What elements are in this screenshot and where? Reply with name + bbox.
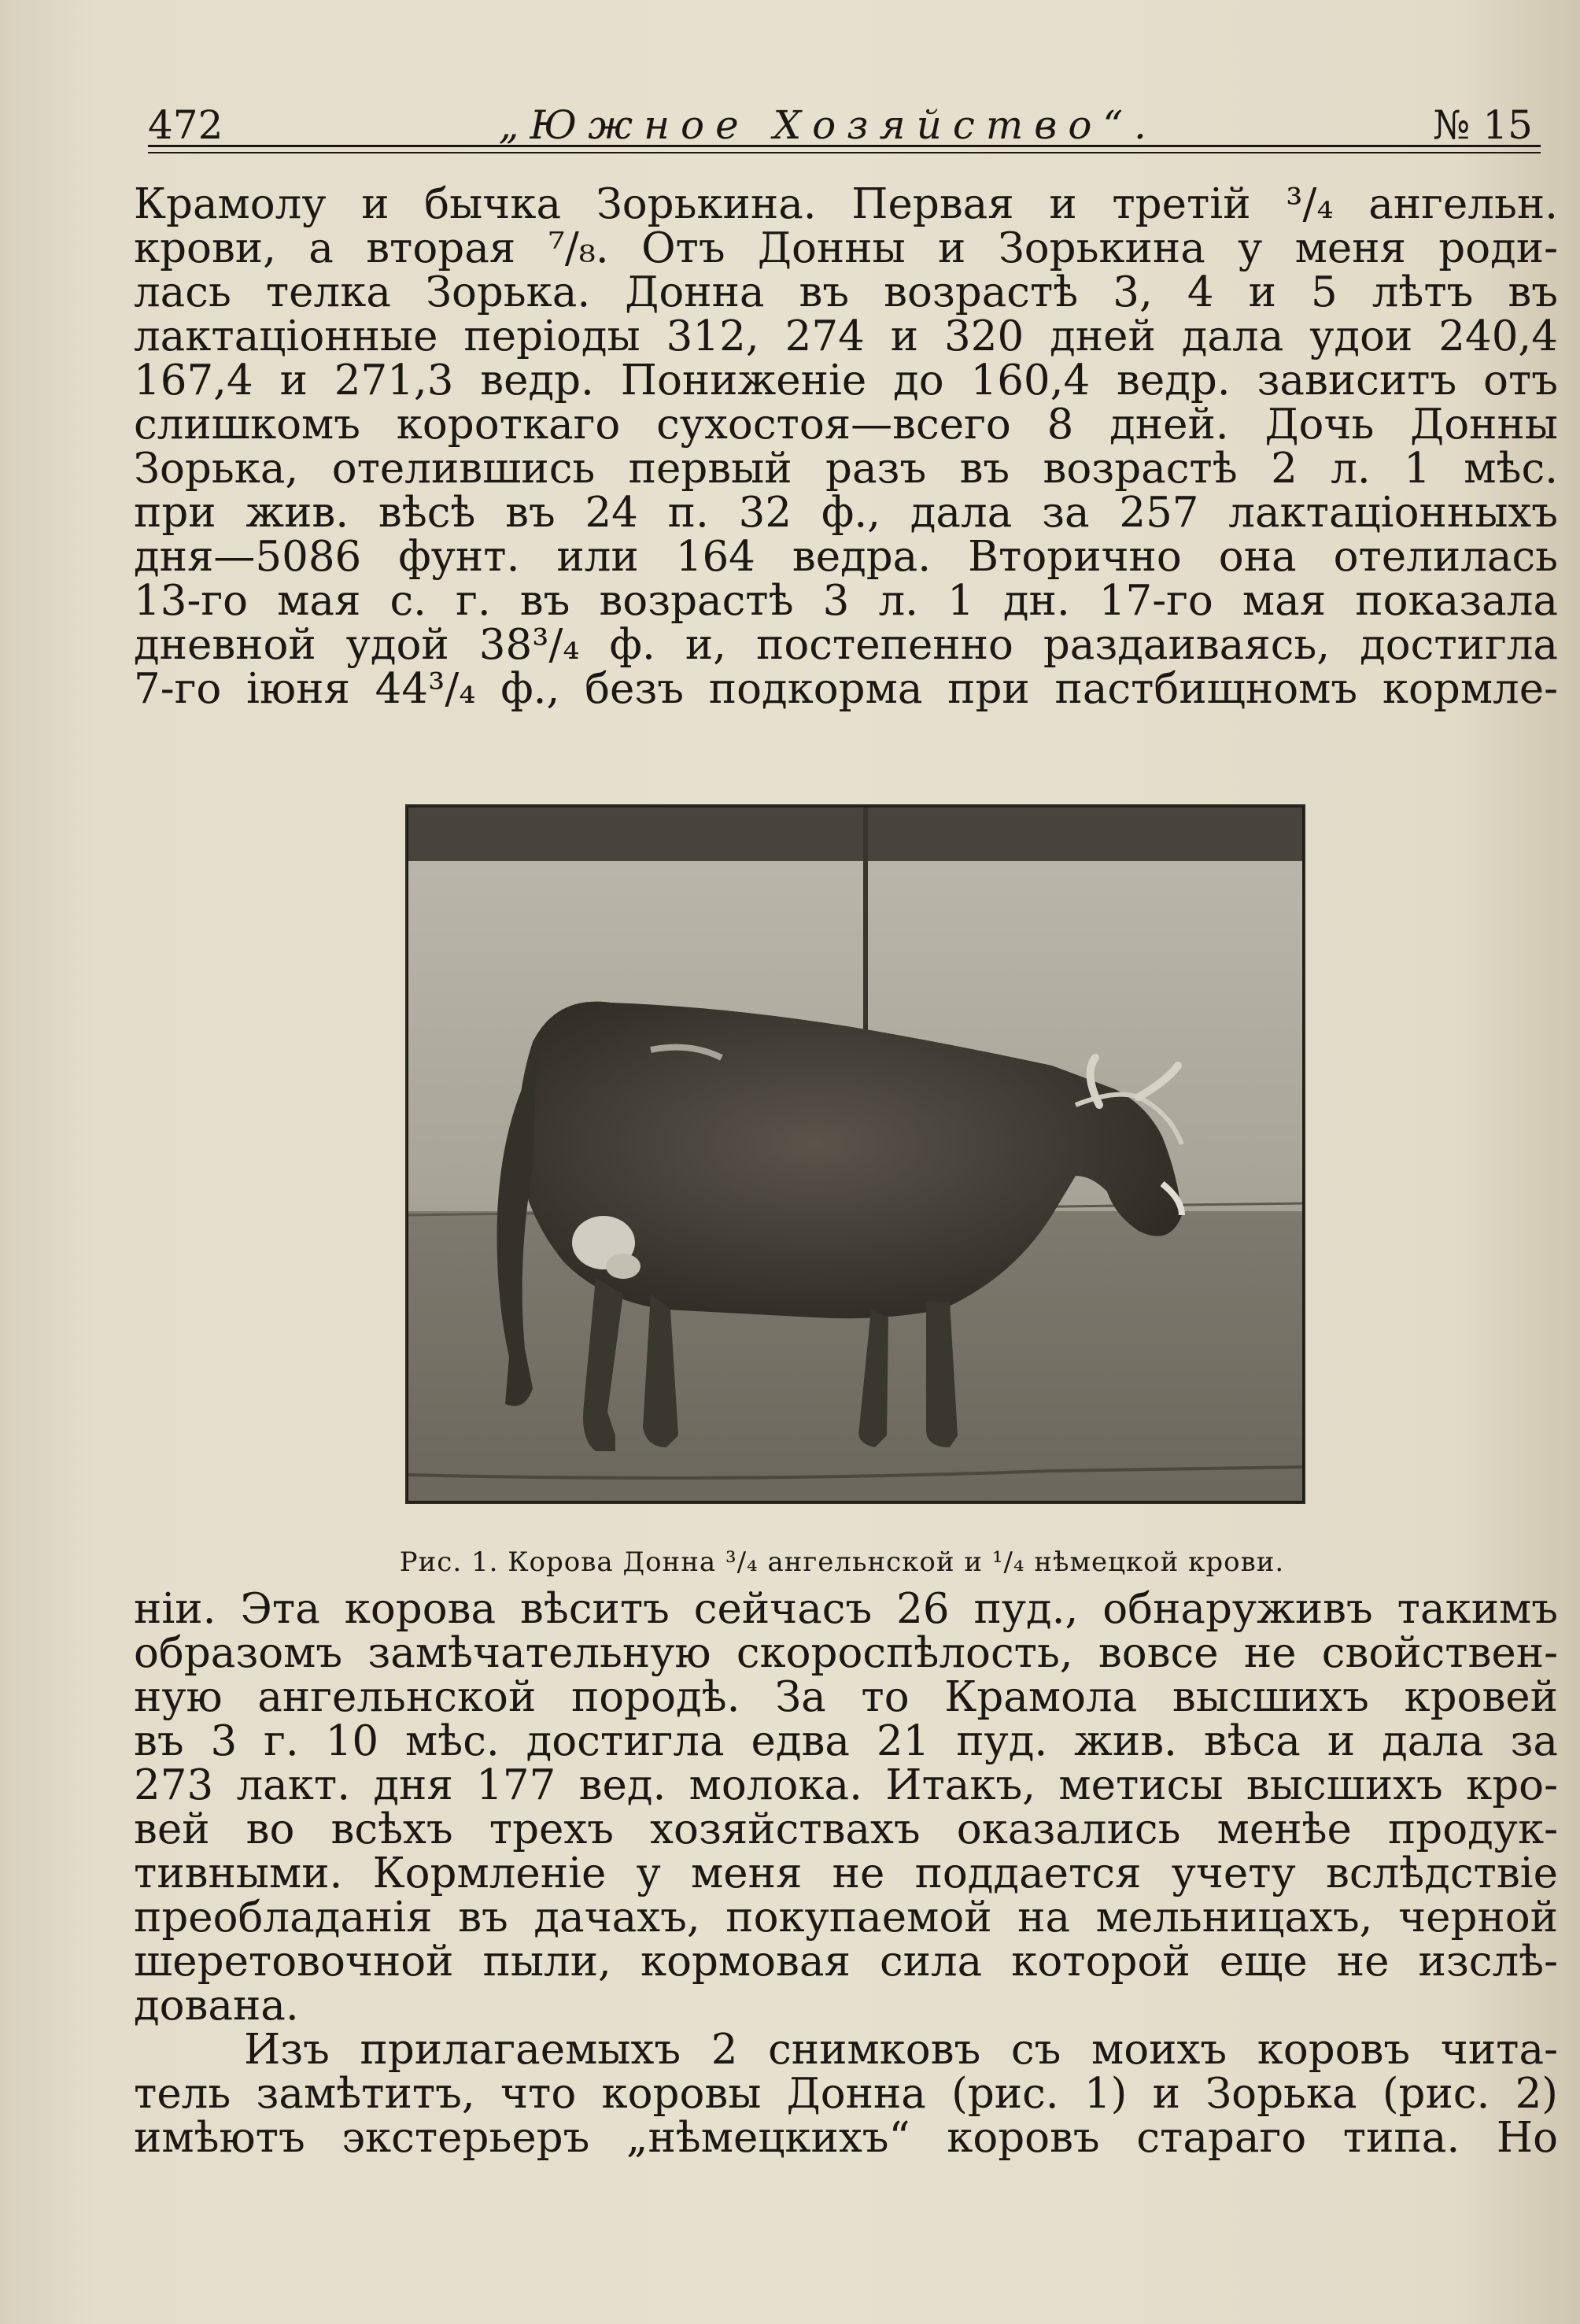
text-line: Изъ прилагаемыхъ 2 снимковъ съ моихъ коровъ чита- [244, 2026, 1558, 2074]
text-line: 7-го іюня 44³/₄ ф., безъ подкорма при пастбищномъ кормле- [134, 665, 1558, 713]
text-block-top [134, 180, 1558, 713]
text-line: ную ангельнской породѣ. За то Крамола высшихъ кровей [134, 1673, 1558, 1721]
text-line: при жив. вѣсѣ въ 24 п. 32 ф., дала за 257 лактаціонныхъ [134, 489, 1558, 537]
text-line: лактаціонные періоды 312, 274 и 320 дней дала удои 240,4 [134, 312, 1558, 360]
header-rule [148, 145, 1541, 153]
figure-caption: Рис. 1. Корова Донна ³/₄ ангельнской и ¹/₄ нѣмецкой крови. [399, 1546, 1285, 1578]
text-line: тивными. Кормленіе у меня не поддается учету вслѣдствіе [134, 1849, 1558, 1897]
cow-illustration [407, 806, 1304, 1502]
page-number: 472 [148, 102, 223, 148]
text-line: тель замѣтитъ, что коровы Донна (рис. 1) и Зорька (рис. 2) [134, 2070, 1558, 2118]
text-line: Крамолу и бычка Зорькина. Первая и третій ³/₄ ангельн. [134, 180, 1558, 228]
text-line: лась телка Зорька. Донна въ возрастѣ 3, 4 и 5 лѣтъ въ [134, 268, 1558, 316]
text-line: 13-го мая с. г. въ возрастѣ 3 л. 1 дн. 17-го мая показала [134, 577, 1558, 625]
text-line: дована. [134, 1982, 299, 2030]
text-line: ніи. Эта корова вѣситъ сейчасъ 26 пуд., обнаруживъ такимъ [134, 1585, 1558, 1633]
text-line: имѣютъ экстерьеръ „нѣмецкихъ“ коровъ стараго типа. Но [134, 2114, 1558, 2162]
text-line: шеретовочной пыли, кормовая сила которой еще не изслѣ- [134, 1938, 1558, 1986]
text-line: образомъ замѣчательную скороспѣлость, вовсе не свойствен- [134, 1629, 1558, 1677]
text-line: 273 лакт. дня 177 вед. молока. Итакъ, метисы высшихъ кро- [134, 1761, 1558, 1809]
text-block-bottom [134, 1587, 1558, 2160]
text-line: преобладанія въ дачахъ, покупаемой на мельницахъ, черной [134, 1894, 1558, 1942]
text-line: дня—5086 фунт. или 164 ведра. Вторично она отелилась [134, 533, 1558, 581]
text-line: 167,4 и 271,3 ведр. Пониженіе до 160,4 ведр. зависитъ отъ [134, 357, 1558, 405]
cow-photo [405, 804, 1305, 1504]
text-line: Зорька, отелившись первый разъ въ возрастѣ 2 л. 1 мѣс. [134, 445, 1558, 493]
text-line: вей во всѣхъ трехъ хозяйствахъ оказались менѣе продук- [134, 1805, 1558, 1853]
journal-title: „Южное Хозяйство“. [498, 102, 1157, 148]
text-line: слишкомъ короткаго сухостоя—всего 8 дней. Дочь Донны [134, 401, 1558, 449]
text-line: въ 3 г. 10 мѣс. достигла едва 21 пуд. жив. вѣса и дала за [134, 1717, 1558, 1765]
text-line: дневной удой 38³/₄ ф. и, постепенно раздаиваясь, достигла [134, 621, 1558, 669]
issue-number: № 15 [1433, 102, 1533, 148]
text-line: крови, а вторая ⁷/₈. Отъ Донны и Зорькина у меня роди- [134, 224, 1558, 272]
running-header [148, 93, 1533, 148]
